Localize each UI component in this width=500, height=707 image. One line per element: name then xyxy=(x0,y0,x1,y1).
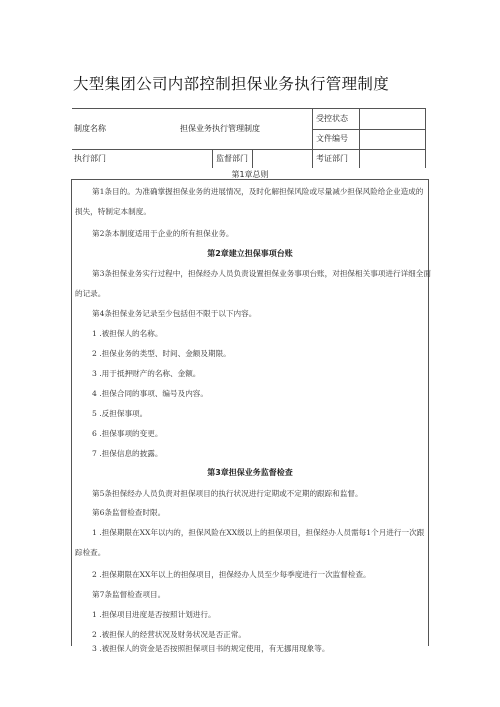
table-rule xyxy=(252,149,253,168)
list-item: 2 .被担保人的经营状况及财务状况是否正常。 xyxy=(92,630,246,639)
policy-name-label: 制度名称 xyxy=(74,124,106,133)
document-title: 大型集团公司内部控制担保业务执行管理制度 xyxy=(73,75,390,93)
list-item: 5 .反担保事项。 xyxy=(92,409,148,418)
audit-dept-label: 考证部门 xyxy=(316,154,348,163)
article-6-item-1-line-1: 1 .担保期限在XX年以内的，担保风险在XX级以上的担保项目，担保经办人员需每1个月进行一次跟 xyxy=(92,528,425,537)
table-rule xyxy=(312,109,313,168)
supervise-dept-label: 监督部门 xyxy=(216,154,248,163)
list-item: 6 .担保事项的变更。 xyxy=(92,429,163,438)
list-item: 7 .担保信息的披露。 xyxy=(92,449,163,458)
article-1-line-2: 损失，特制定本制度。 xyxy=(75,207,151,216)
exec-dept-label: 执行部门 xyxy=(74,154,106,163)
chapter-1-heading: 第1章总则 xyxy=(231,170,269,179)
list-item: 2 .担保业务的类型、时间、金额及期限。 xyxy=(92,349,231,358)
table-rule xyxy=(72,149,426,150)
chapter-2-heading: 第2章建立担保事项台账 xyxy=(207,249,293,258)
table-rule xyxy=(425,109,426,168)
article-3-line-1: 第3条担保业务实行过程中，担保经办人员负责设置担保业务事项台账，对担保相关事项进行详细全面 xyxy=(92,269,431,278)
list-item: 4 .担保合同的事项、编号及内容。 xyxy=(92,389,208,398)
article-1-line-1: 第1条目的。为准确掌握担保业务的进展情况，及时化解担保风险或尽量减少担保风险给企业造成的 xyxy=(92,187,424,196)
list-item: 1 .担保项目进度是否按照计划进行。 xyxy=(92,610,216,619)
article-6: 第6条监督检查时限。 xyxy=(92,508,166,517)
article-6-item-1-line-2: 踪检查。 xyxy=(75,548,106,557)
article-7: 第7条监督检查项目。 xyxy=(92,590,166,599)
article-4: 第4条担保业务记录至少包括但不限于以下内容。 xyxy=(92,309,257,318)
table-rule xyxy=(312,129,426,130)
list-item: 3 .用于抵押财产的名称、金额。 xyxy=(92,369,201,378)
article-5: 第5条担保经办人员负责对担保项目的执行状况进行定期或不定期的跟踪和监督。 xyxy=(92,489,363,498)
header-table xyxy=(72,108,426,168)
policy-name-value: 担保业务执行管理制度 xyxy=(180,124,260,133)
doc-number-label: 文件编号 xyxy=(316,134,348,143)
table-rule xyxy=(212,149,213,168)
table-rule xyxy=(359,109,360,168)
article-2: 第2条本制度适用于企业的所有担保业务。 xyxy=(92,229,234,238)
list-item: 1 .被担保人的名称。 xyxy=(92,329,163,338)
chapter-3-heading: 第3章担保业务监督检查 xyxy=(207,468,293,477)
control-status-label: 受控状态 xyxy=(316,114,348,123)
article-6-item-2: 2 .担保期限在XX年以上的担保项目，担保经办人员至少每季度进行一次监督检查。 xyxy=(92,570,371,579)
list-item: 3 .被担保人的资金是否按照担保项目书的规定使用，有无挪用现象等。 xyxy=(92,644,330,653)
article-3-line-2: 的记录。 xyxy=(75,289,106,298)
